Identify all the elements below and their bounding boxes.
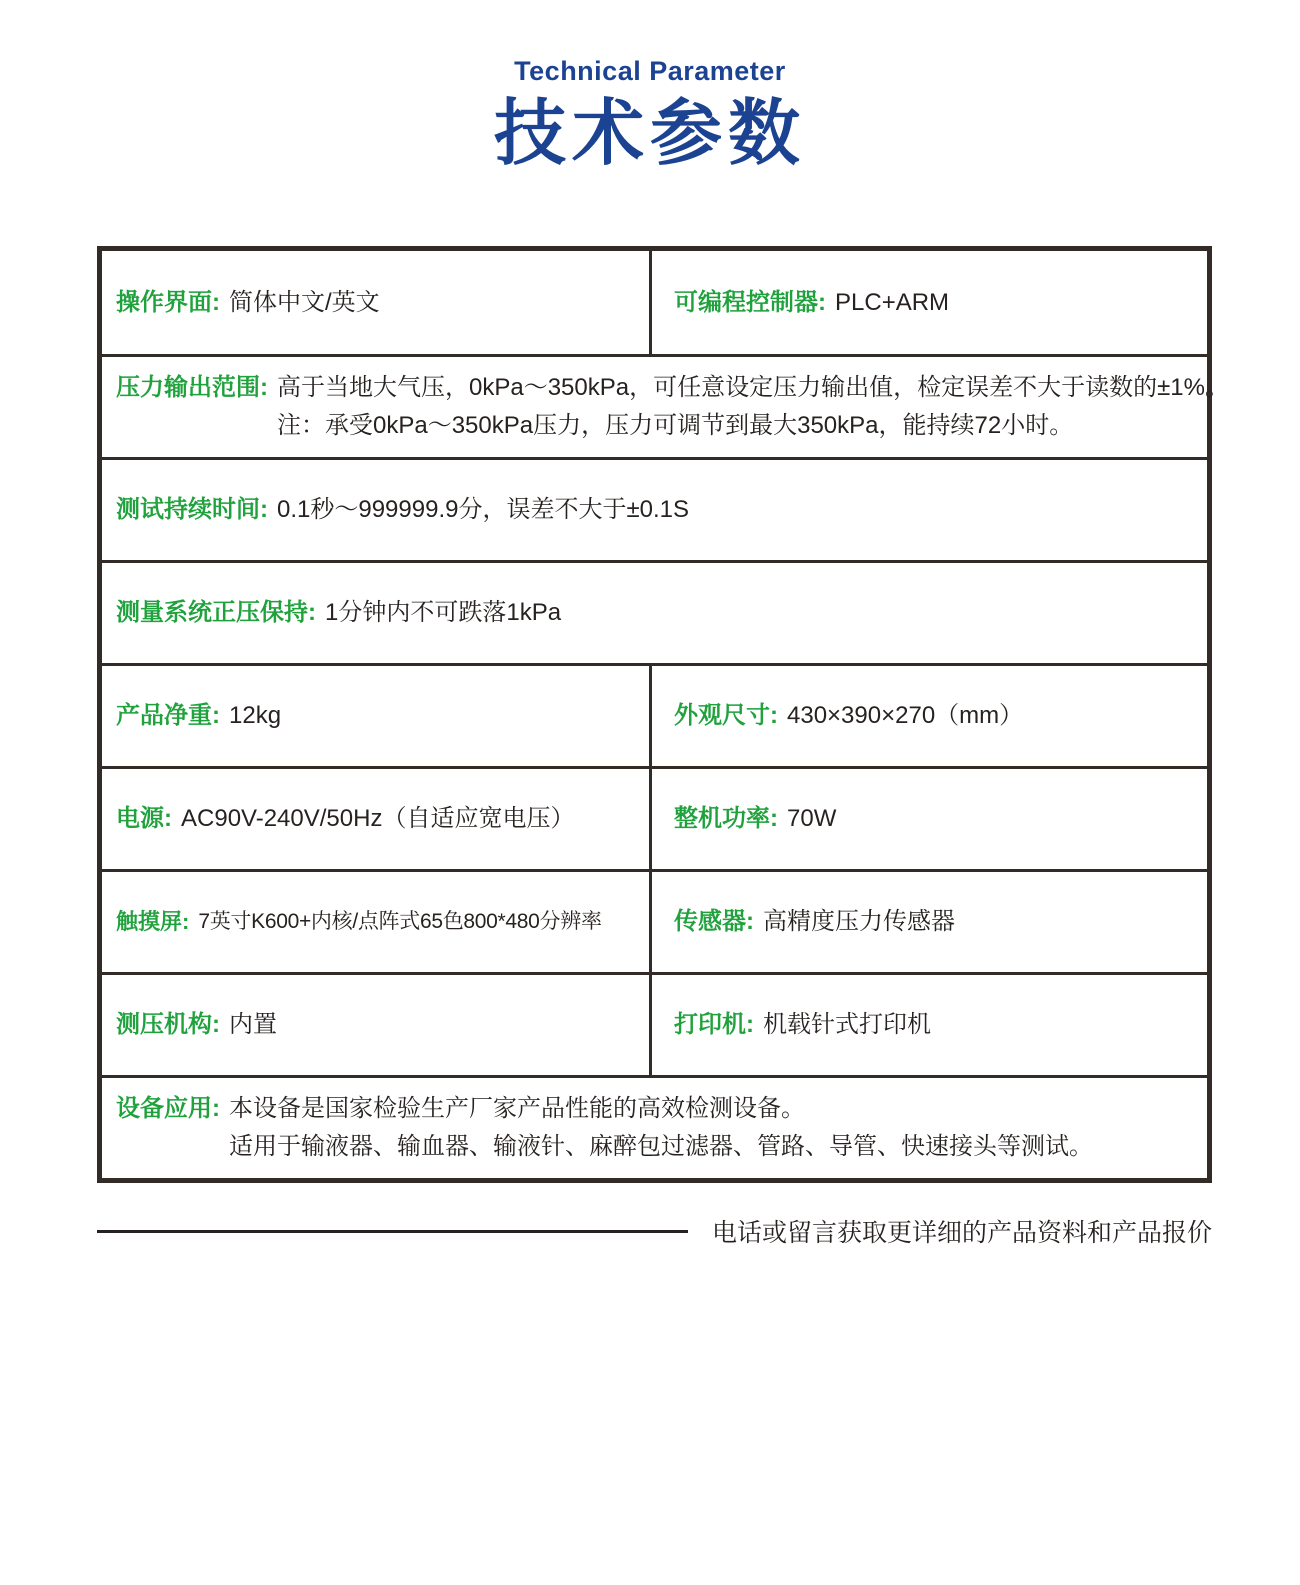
subtitle-en: Technical Parameter <box>514 56 786 86</box>
spec-value: 12kg <box>229 702 282 730</box>
spec-value: 1分钟内不可跌落1kPa <box>325 599 562 627</box>
spec-cell <box>102 460 1207 560</box>
spec-value: 本设备是国家检验生产厂家产品性能的高效检测设备。 <box>229 1095 805 1123</box>
spec-label: 测压机构: <box>116 1011 220 1039</box>
spec-label: 整机功率: <box>674 805 778 833</box>
spec-value: 7英寸K600+内核/点阵式65色800*480分辨率 <box>198 910 602 934</box>
spec-value: 70W <box>787 805 837 833</box>
spec-value: 适用于输液器、输血器、输液针、麻醉包过滤器、管路、导管、快速接头等测试。 <box>229 1133 1093 1161</box>
spec-value: 机载针式打印机 <box>763 1011 931 1039</box>
spec-value: PLC+ARM <box>835 288 950 316</box>
spec-cell <box>102 357 1229 457</box>
spec-cell <box>102 563 1207 663</box>
spec-label: 电源: <box>116 805 172 833</box>
spec-label: 操作界面: <box>116 288 220 316</box>
spec-label: 测量系统正压保持: <box>116 599 316 627</box>
spec-value: AC90V-240V/50Hz（自适应宽电压） <box>181 805 575 833</box>
spec-value: 高于当地大气压，0kPa～350kPa，可任意设定压力输出值，检定误差不大于读数的±1%。 <box>277 374 1229 402</box>
spec-cell <box>652 769 1207 869</box>
spec-label: 产品净重: <box>116 702 220 730</box>
table-row <box>102 560 1207 663</box>
spec-value: 0.1秒～999999.9分，误差不大于±0.1S <box>277 496 690 524</box>
spec-value: 简体中文/英文 <box>229 288 380 316</box>
footer-rule <box>97 1230 688 1233</box>
spec-label: 触摸屏: <box>116 909 190 935</box>
spec-cell <box>652 872 1207 972</box>
spec-label: 压力输出范围: <box>116 374 268 402</box>
spec-label: 打印机: <box>674 1011 754 1039</box>
spec-value: 内置 <box>229 1011 277 1039</box>
spec-cell <box>102 1078 1207 1178</box>
spec-label: 测试持续时间: <box>116 496 268 524</box>
table-row <box>102 766 1207 869</box>
table-row <box>102 457 1207 560</box>
page-title: 技术参数 <box>493 94 806 174</box>
spec-cell <box>102 872 649 972</box>
table-row <box>102 663 1207 766</box>
spec-label: 设备应用: <box>116 1095 220 1123</box>
footer-text: 电话或留言获取更详细的产品资料和产品报价 <box>711 1219 1212 1248</box>
spec-value: 430×390×270（mm） <box>787 702 1024 730</box>
table-row <box>102 1075 1207 1178</box>
footer <box>97 1213 1212 1249</box>
table-row <box>102 972 1207 1075</box>
spec-value: 高精度压力传感器 <box>763 908 955 936</box>
spec-cell <box>102 975 649 1075</box>
spec-label: 可编程控制器: <box>674 288 826 316</box>
table-row <box>102 251 1207 354</box>
spec-table <box>97 246 1229 1183</box>
spec-cell <box>102 251 649 354</box>
spec-value: 注：承受0kPa～350kPa压力，压力可调节到最大350kPa，能持续72小时。 <box>277 412 1074 440</box>
spec-cell <box>652 251 1207 354</box>
spec-cell <box>102 769 649 869</box>
spec-label: 传感器: <box>674 908 754 936</box>
spec-cell <box>652 975 1207 1075</box>
spec-cell <box>652 666 1207 766</box>
table-row <box>102 869 1207 972</box>
page-header <box>0 0 1300 174</box>
table-row <box>102 354 1229 457</box>
spec-label: 外观尺寸: <box>674 702 778 730</box>
spec-cell <box>102 666 649 766</box>
